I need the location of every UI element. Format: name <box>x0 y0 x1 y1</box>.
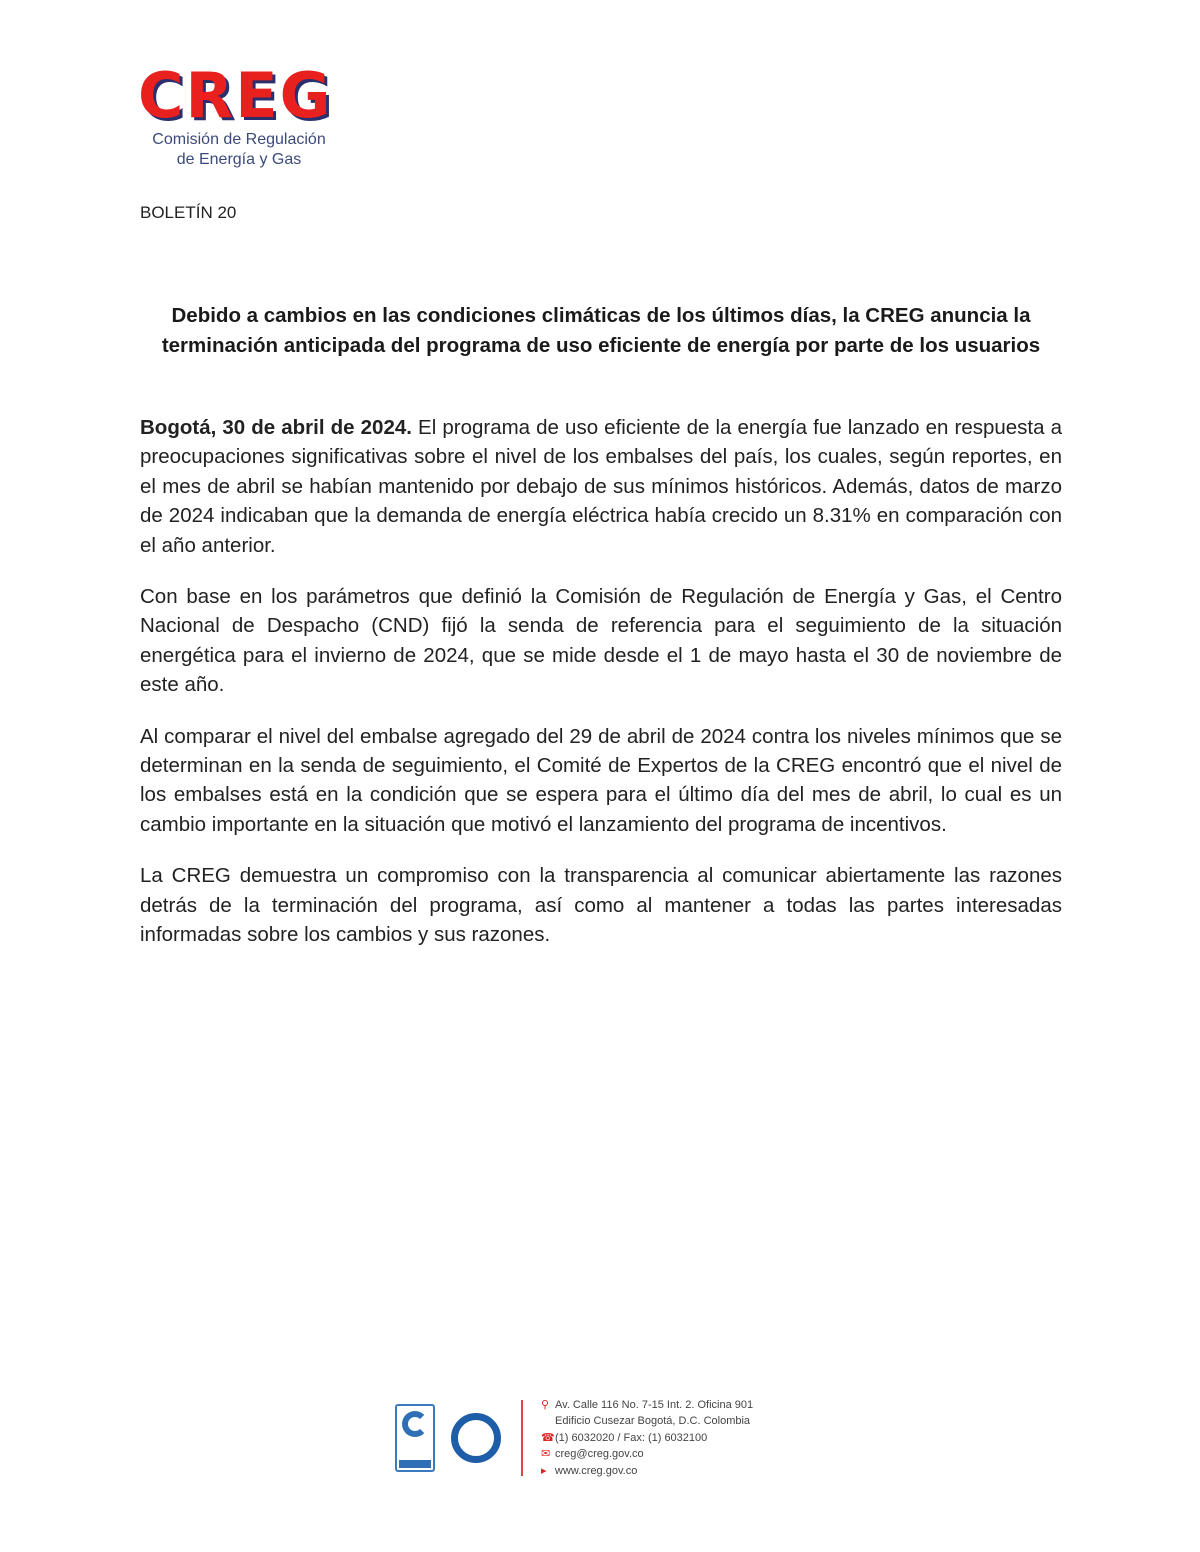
contact-info <box>541 1397 753 1480</box>
paragraph-1-text: El programa de uso eficiente de la energía fue lanzado en respuesta a preocupaciones significativas sobre el nivel de los embalses del país, los cuales, según reportes, en el mes de abril se habían mantenido por debajo de sus mínimos históricos. Además, datos de marzo de 2024 indicaban que la demanda de energía eléctrica había crecido un 8.31% en comparación con el año anterior. <box>140 416 1063 557</box>
document-body <box>140 413 1062 972</box>
web-icon: ▸ <box>541 1464 547 1477</box>
email-icon: ✉ <box>541 1448 551 1461</box>
paragraph-3: Al comparar el nivel del embalse agregado del 29 de abril de 2024 contra los niveles mínimos que se determinan en la senda de seguimiento, el Comité de Expertos de la CREG encontró que el nivel de los embalses está en la condición que se espera para el último día del mes de abril, lo cual es un cambio importante en la situación que motivó el lanzamiento del programa de incentivos. <box>140 724 1062 836</box>
phone-number: (1) 6032020 / Fax: (1) 6032100 <box>555 1431 708 1444</box>
email-link[interactable]: creg@creg.gov.co <box>555 1448 644 1461</box>
logo-subtitle-line-2: de Energía y Gas <box>176 151 302 168</box>
logo-mark: CREG <box>138 59 333 132</box>
dateline: Bogotá, 30 de abril de 2024. <box>140 416 412 439</box>
footer <box>395 1398 753 1478</box>
creg-logo <box>138 59 340 170</box>
phone-icon: ☎ <box>541 1431 555 1444</box>
paragraph-1 <box>140 413 1062 560</box>
address-line-1: Av. Calle 116 No. 7-15 Int. 2. Oficina 901 <box>555 1398 754 1411</box>
address-line-2: Edificio Cusezar Bogotá, D.C. Colombia <box>555 1415 751 1428</box>
paragraph-4: La CREG demuestra un compromiso con la transparencia al comunicar abiertamente las razones detrás de la terminación del programa, así como al mantener a todas las partes interesadas informadas sobre los cambios y sus razones. <box>140 864 1062 947</box>
location-pin-icon: ⚲ <box>541 1398 550 1411</box>
footer-divider <box>521 1400 523 1476</box>
document-title: Debido a cambios en las condiciones climáticas de los últimos días, la CREG anuncia la terminación anticipada del programa de uso eficiente de energía por parte de los usuarios <box>161 304 1041 357</box>
bulletin-number: BOLETÍN 20 <box>140 203 237 222</box>
logo-subtitle-line-1: Comisión de Regulación <box>152 131 326 148</box>
iso-certification-icon <box>395 1404 435 1472</box>
certification-seal-icon <box>451 1413 501 1463</box>
logo-subtitle <box>138 130 340 170</box>
paragraph-2: Con base en los parámetros que definió la Comisión de Regulación de Energía y Gas, el Centro Nacional de Despacho (CND) fijó la senda de referencia para el seguimiento de la situación energética para el invierno de 2024, que se mide desde el 1 de mayo hasta el 30 de noviembre de este año. <box>140 585 1062 697</box>
website-link[interactable]: www.creg.gov.co <box>555 1464 638 1477</box>
